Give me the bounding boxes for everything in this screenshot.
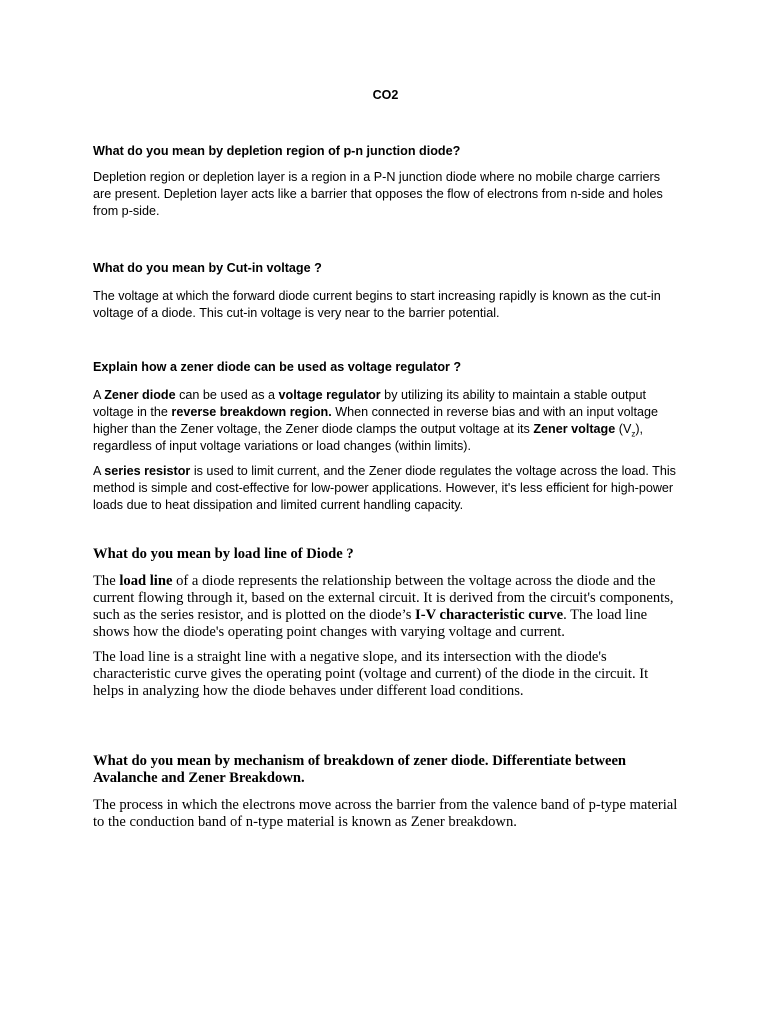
- bold-term: Zener voltage: [533, 422, 616, 436]
- answer-paragraph: Depletion region or depletion layer is a region in a P-N junction diode where no mobile charge carriers are present. Depletion layer acts like a barrier that opposes the flow of electrons from n-side and holes from p-side.: [93, 170, 663, 218]
- answer-paragraph: A Zener diode can be used as a voltage regulator by utilizing its ability to maintain a stable output voltage in the reverse breakdown region. When connected in reverse bias and with an input voltage higher than the Zener voltage, the Zener diode clamps the output voltage at its Zener voltage $(V_z)$, regardless of input voltage variations or load changes (within limits).: [93, 388, 658, 453]
- question-heading: Explain how a zener diode can be used as voltage regulator ?: [93, 360, 462, 374]
- answer-paragraph: The voltage at which the forward diode current begins to start increasing rapidly is known as the cut-in voltage of a diode. This cut-in voltage is very near to the barrier potential.: [93, 289, 661, 320]
- section-zener-breakdown: [93, 753, 678, 831]
- question-heading: What do you mean by mechanism of breakdown of zener diode. Differentiate between Avalanche and Zener Breakdown.: [93, 753, 627, 786]
- answer-paragraph: The load line is a straight line with a negative slope, and its intersection with the diode's characteristic curve gives the operating point (voltage and current) of the diode in the circuit. It helps in analyzing how the diode behaves under different load conditions.: [93, 649, 649, 699]
- answer-paragraph: The process in which the electrons move across the barrier from the valence band of p-type material to the conduction band of n-type material is known as Zener breakdown.: [93, 797, 678, 830]
- section-cut-in-voltage: [93, 260, 678, 322]
- question-heading: What do you mean by depletion region of p-n junction diode?: [93, 144, 461, 158]
- section-depletion-region: [93, 143, 678, 220]
- question-heading: What do you mean by load line of Diode ?: [93, 546, 354, 562]
- answer-paragraph: The load line of a diode represents the relationship between the voltage across the diode and the current flowing through it, based on the external circuit. It is derived from the circuit's components, such as the series resistor, and is plotted on the diode’s I-V characteristic curve. The load line shows how the diode's operating point changes with varying voltage and current.: [93, 573, 674, 640]
- bold-term: Zener diode: [104, 388, 176, 402]
- page-title: CO2: [372, 88, 399, 102]
- bold-term: series resistor: [104, 464, 191, 478]
- answer-paragraph: A series resistor is used to limit current, and the Zener diode regulates the voltage across the load. This method is simple and cost-effective for low-power applications. However, it's less efficient for high-power loads due to heat dissipation and limited current handling capacity.: [93, 464, 676, 512]
- bold-term: I-V characteristic curve: [415, 607, 564, 623]
- section-load-line: [93, 546, 678, 700]
- bold-term: load line: [119, 573, 173, 589]
- subscript: z: [631, 429, 636, 439]
- bold-term: reverse breakdown region.: [171, 405, 332, 419]
- section-zener-regulator: [93, 359, 678, 514]
- question-heading: What do you mean by Cut-in voltage ?: [93, 261, 322, 275]
- bold-term: voltage regulator: [278, 388, 381, 402]
